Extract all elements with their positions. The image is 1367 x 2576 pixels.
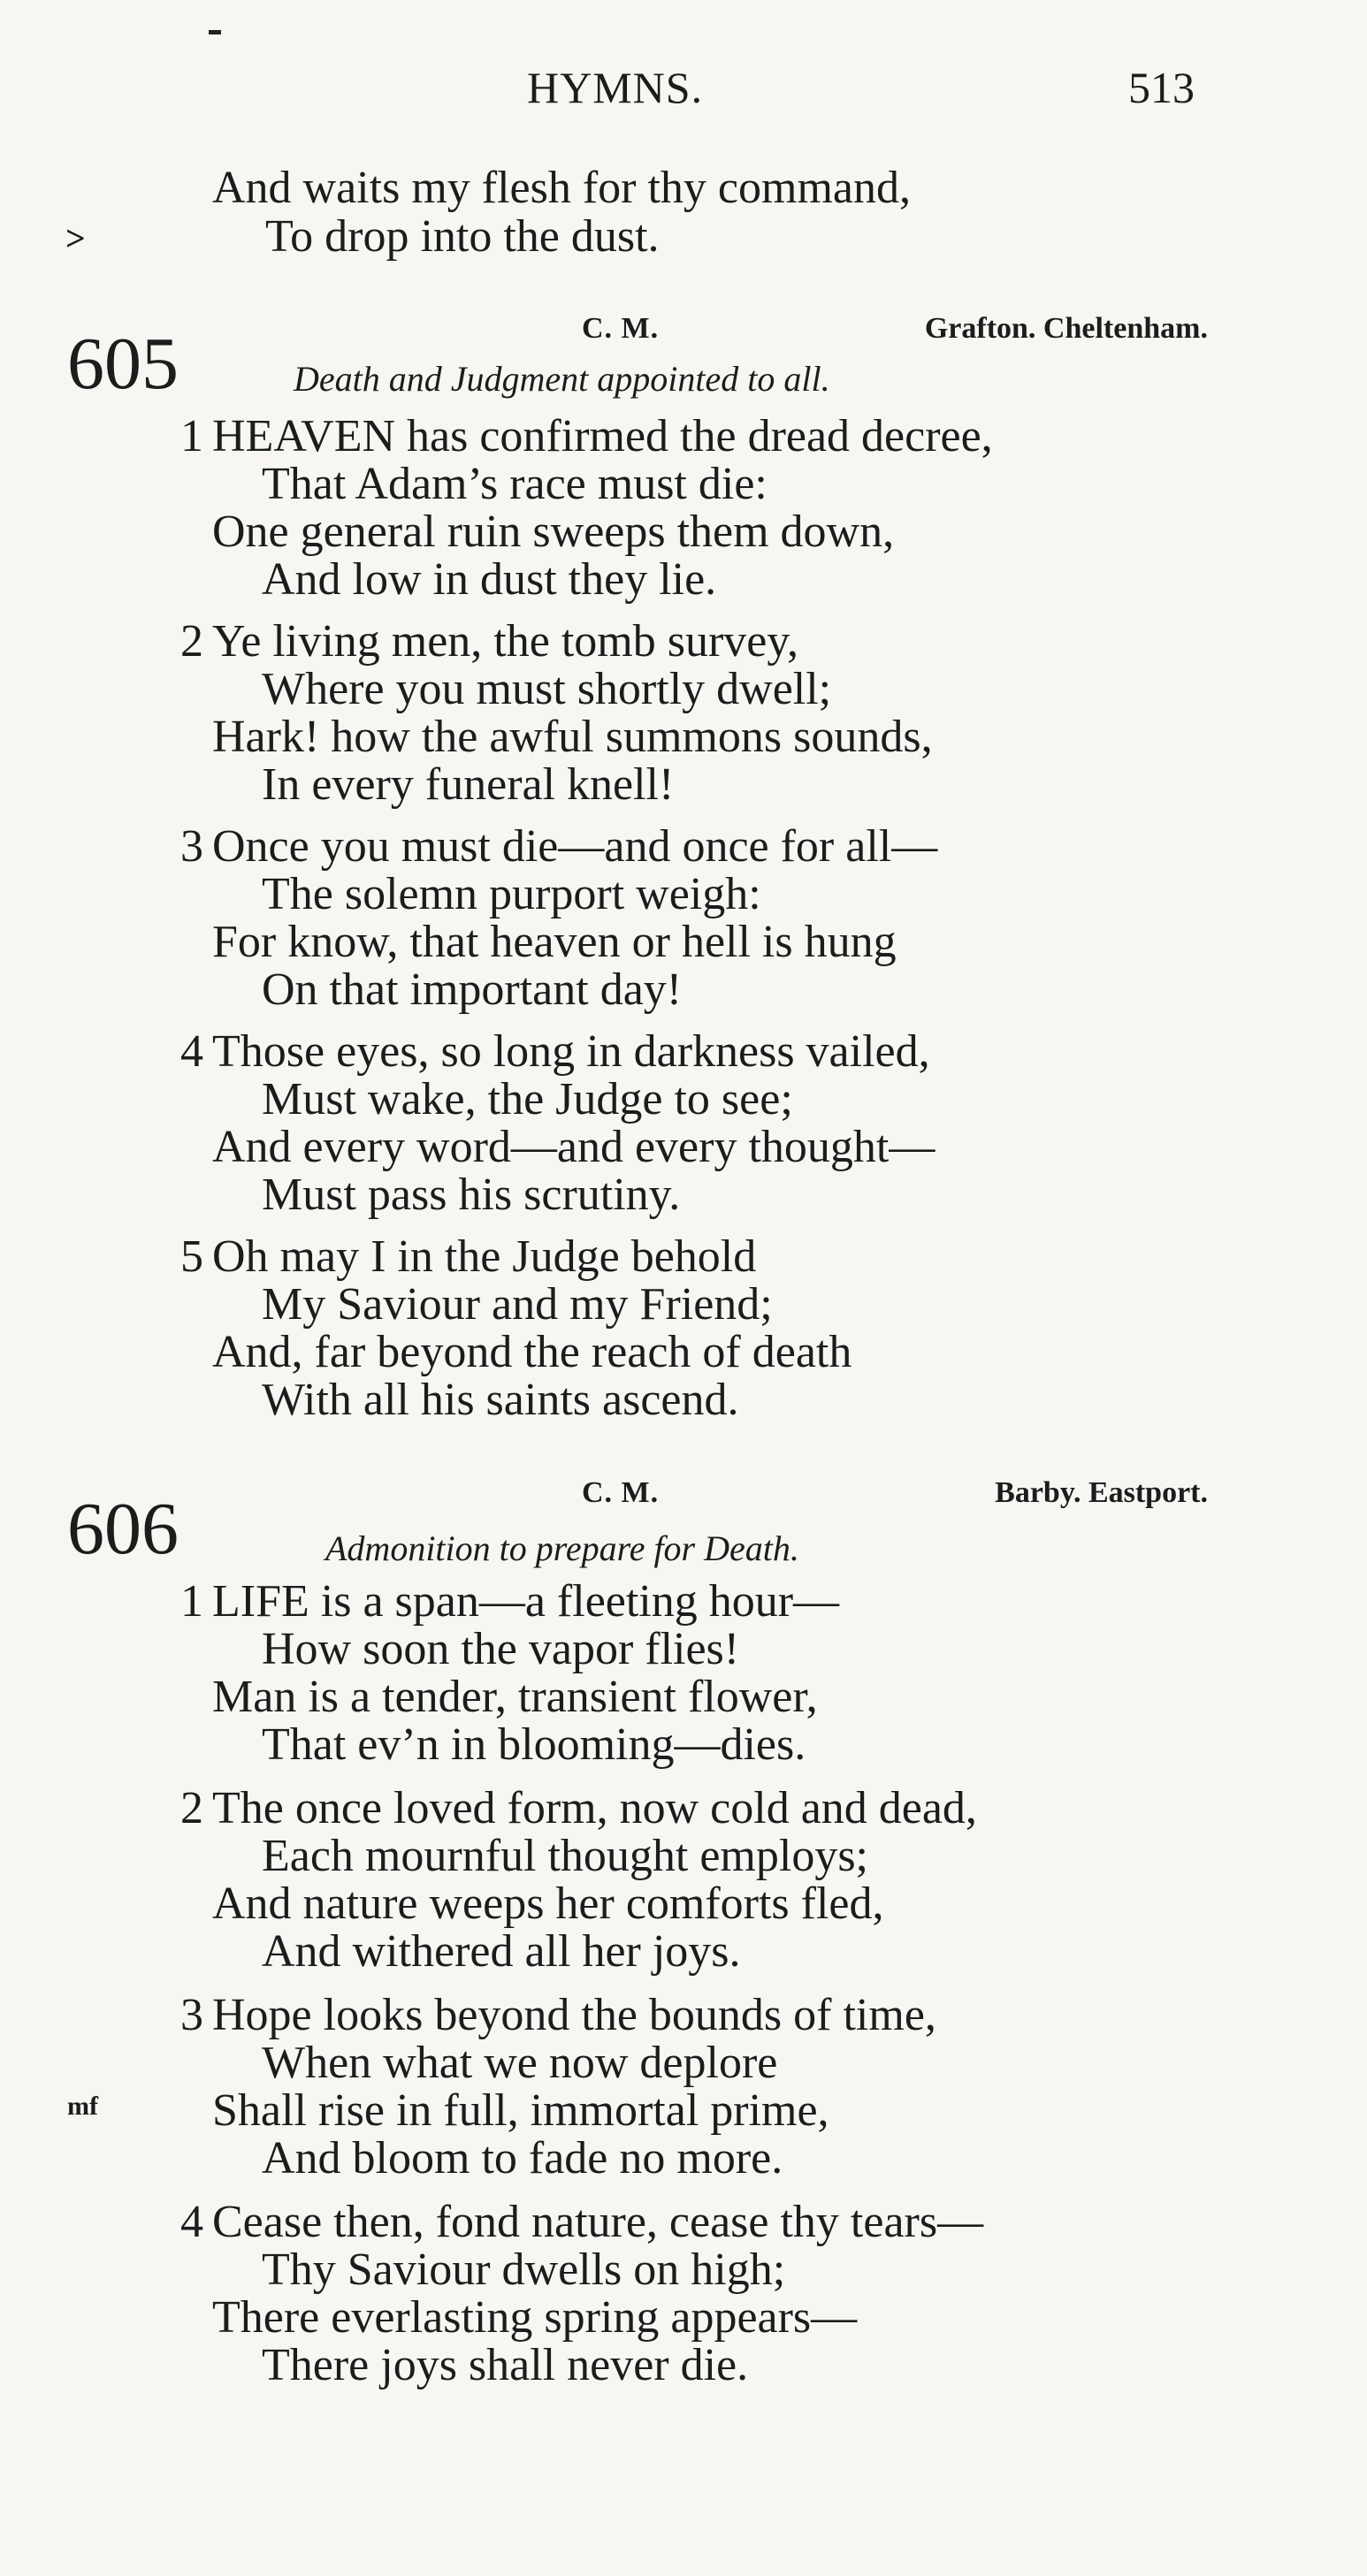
hymnal-page: HYMNS. 513 And waits my flesh for thy command, > To drop into the dust. 605 C. M. Grafton. Cheltenham. Death and Judgment appointed to all. 1 HEAVEN has confirmed the dread decree, That Adam’s race must die: One general ruin sweeps them down, And low in dust they lie. 2 Ye living men, the tomb survey, Where you must shortly dwell; Hark! how the awful summons sounds, In every funeral knell! 3 Once you must die—and once for all— The solemn purport weigh: For know, that heaven or hell is hung On that important day! 4 Those eyes, so long in darkness vailed, Must wake, the Judge to see; And every word—and every thought— Must pass his scrutiny. 5 Oh may I in the Judge behold My Saviour and my Friend; And, far beyond the reach of death With all his saints ascend. 606 C. M. Barby. Eastport. Admonition to prepare for Death. 1 LIFE is a span—a fleeting hour— How soon the vapor flies! Man is a tender, transient flower, That ev’n in blooming—dies. 2 The once loved form, now cold and dead, Each mournful thought employs; And nature weeps her comforts fled, And withered all her joys. 3 Hope looks beyond the bounds of time, When what we now deplore mf Shall rise in full, immortal prime, And bloom to fade no more. 4 Cease then, fond nature, cease thy tears— Thy Saviour dwells on high; There everlasting spring appears— There joys shall never die. [0,0,1367,2576]
running-header-title: HYMNS. [527,63,704,112]
hymn-meter: C. M. [582,1476,660,1509]
hymn-meter: C. M. [582,312,660,345]
hymn-number: 606 [67,1488,179,1570]
dynamic-marking: mf [67,2092,98,2121]
page-number: 513 [1128,63,1195,112]
hymn-subtitle: Death and Judgment appointed to all. [294,359,830,399]
margin-mark: > [65,218,86,258]
hymn-tunes: Grafton. Cheltenham. [924,312,1208,345]
print-mark [209,30,221,34]
hymn-subtitle: Admonition to prepare for Death. [325,1528,799,1568]
hymn-number: 605 [67,323,179,405]
hymn-tunes: Barby. Eastport. [995,1476,1208,1509]
